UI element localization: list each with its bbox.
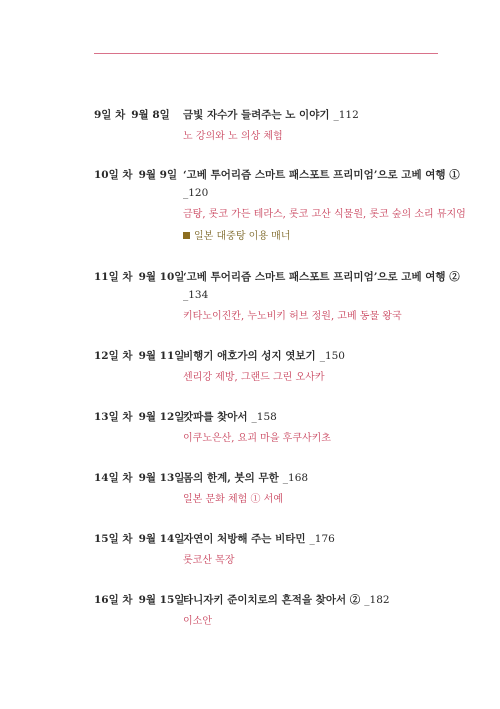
entry-title-line (183, 347, 474, 365)
entry-title: ‘고베 투어리즘 스마트 패스포트 프리미엄’으로 고베 여행 ② (183, 271, 460, 283)
entry-subtitle: 금탕, 롯코 가든 테라스, 롯코 고산 식물원, 롯코 숲의 소리 뮤지엄 (183, 209, 466, 220)
entry-note (183, 228, 474, 246)
entry-day: 9일 차 (94, 109, 126, 121)
entry-subtitle: 이쿠노은산, 요괴 마을 후쿠사키초 (183, 433, 331, 444)
entry-day: 10일 차 (94, 169, 133, 181)
entry-subtitle: 롯코산 목장 (183, 555, 235, 566)
entry-title: 타니자키 준이치로의 흔적을 찾아서 ② (183, 594, 361, 606)
entry-title-line (183, 106, 474, 124)
entry-body (183, 347, 474, 387)
entry-title: 캇파를 찾아서 (183, 411, 248, 423)
entry-day-date (94, 347, 183, 365)
toc-entry-day-11[interactable] (94, 268, 474, 326)
entry-day-date (94, 268, 183, 286)
entry-subtitle: 노 강의와 노 의상 체험 (183, 131, 283, 142)
entry-note-text: 일본 대중탕 이용 매너 (194, 231, 291, 242)
entry-date: 9월 14일 (138, 533, 185, 545)
entry-day-date (94, 591, 183, 609)
entry-date: 9월 8일 (131, 109, 170, 121)
entry-subtitle: 키타노이진칸, 누노비키 허브 정원, 고베 동물 왕국 (183, 311, 402, 322)
square-bullet-icon (183, 232, 190, 239)
entry-title-line (183, 591, 474, 609)
entry-day: 15일 차 (94, 533, 133, 545)
entry-date: 9월 12일 (138, 411, 185, 423)
entry-page-number: _150 (319, 350, 345, 362)
entry-page-number: _120 (183, 187, 209, 199)
entry-title: 몸의 한계, 붓의 무한 (183, 472, 279, 484)
entry-day: 11일 차 (94, 271, 133, 283)
entry-date: 9월 9일 (138, 169, 178, 181)
entry-body (183, 408, 474, 448)
entry-day-date (94, 106, 183, 124)
entry-page-number: _176 (309, 533, 335, 545)
entry-day: 13일 차 (94, 411, 133, 423)
top-divider (94, 53, 438, 54)
entry-title: 자연이 처방해 주는 비타민 (183, 533, 306, 545)
entry-body (183, 469, 474, 509)
entry-day-date (94, 408, 183, 426)
entry-title-line (183, 408, 474, 426)
entry-day-date (94, 469, 183, 487)
entry-page-number: _158 (251, 411, 277, 423)
toc-entry-day-9[interactable] (94, 106, 474, 146)
entry-day-date (94, 166, 183, 184)
entry-title: 금빛 자수가 들려주는 노 이야기 (183, 109, 330, 121)
entry-date: 9월 10일 (138, 271, 185, 283)
toc-entry-day-13[interactable] (94, 408, 474, 448)
entry-day: 14일 차 (94, 472, 133, 484)
entry-date: 9월 15일 (138, 594, 185, 606)
entry-subtitle: 이소안 (183, 616, 212, 627)
entry-body (183, 268, 474, 326)
entry-title: ‘고베 투어리즘 스마트 패스포트 프리미엄’으로 고베 여행 ① (183, 169, 460, 181)
entry-body (183, 591, 474, 631)
entry-page-number: _112 (333, 109, 359, 121)
toc-entry-day-14[interactable] (94, 469, 474, 509)
entry-title: 비행기 애호가의 성지 엿보기 (183, 350, 316, 362)
toc-entry-day-10[interactable] (94, 166, 474, 246)
table-of-contents (94, 106, 474, 631)
entry-title-line (183, 530, 474, 548)
entry-body (183, 166, 474, 246)
entry-page-number: _168 (282, 472, 309, 484)
entry-body (183, 530, 474, 570)
entry-title-line (183, 469, 474, 487)
toc-entry-day-12[interactable] (94, 347, 474, 387)
entry-page-number: _134 (183, 289, 209, 301)
entry-subtitle: 일본 문화 체험 ① 서예 (183, 494, 283, 505)
entry-subtitle: 센리강 제방, 그랜드 그린 오사카 (183, 372, 325, 383)
entry-date: 9월 13일 (138, 472, 185, 484)
entry-page-number: _182 (364, 594, 390, 606)
entry-date: 9월 11일 (138, 350, 185, 362)
entry-day-date (94, 530, 183, 548)
toc-entry-day-15[interactable] (94, 530, 474, 570)
entry-day: 16일 차 (94, 594, 133, 606)
toc-entry-day-16[interactable] (94, 591, 474, 631)
entry-day: 12일 차 (94, 350, 133, 362)
entry-body (183, 106, 474, 146)
